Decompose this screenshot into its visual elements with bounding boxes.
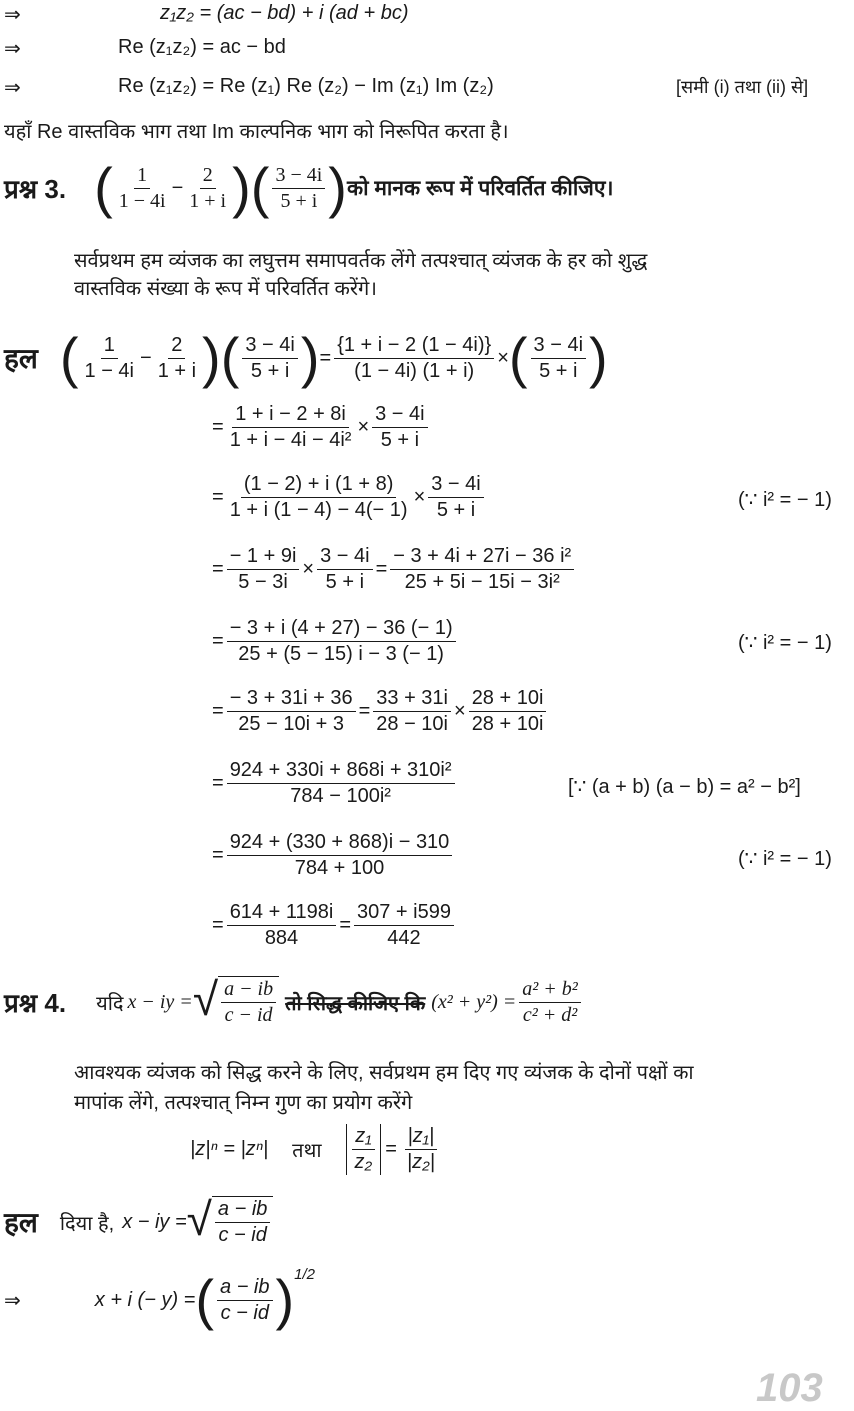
fraction: $\frac{3 - 4i}{5 + i}$ bbox=[242, 333, 297, 384]
fraction: $\frac{2}{1 + i}$ bbox=[157, 333, 197, 382]
fraction: $\frac{a - ib}{c - id}$ bbox=[221, 977, 276, 1028]
equation-reference: (∵ i² = − 1) bbox=[738, 489, 832, 511]
fraction: $\frac{- 1 + 9i}{5 - 3i}$ bbox=[227, 544, 300, 595]
fraction: $\frac{28 + 10i}{28 + 10i}$ bbox=[469, 686, 547, 737]
solution-step-6: = $\frac{- 3 + 31i + 36}{25 - 10i + 3}$ = $\frac{33 + 31i}{28 - 10i}$ × $\frac{28 + 10i}{28 + 10i}$ bbox=[212, 686, 549, 737]
fraction: $\frac{3 - 4i}{5 + i}$ bbox=[372, 402, 427, 453]
fraction: $\frac{\text{a² + b²}}{\text{c² + d²}}$ bbox=[519, 977, 581, 1028]
equation-reference: [समी (i) तथा (ii) से] bbox=[676, 77, 809, 97]
solution-4-step-1: हल दिया है, x − iy = √ $\frac{a - ib}{c - id}$ bbox=[4, 1196, 273, 1248]
solution-4-step-2: ⇒ x + i (− y) = ( $\frac{a - ib}{c - id}$ ) 1/2 bbox=[4, 1266, 316, 1331]
note-text: यहाँ Re वास्तविक भाग तथा Im काल्पनिक भाग को निरूपित करता है। bbox=[4, 121, 509, 143]
equation-product: z₁z₂ = (ac − bd) + i (ad + bc) bbox=[160, 2, 409, 24]
fraction: $\frac{\text{− 3 + 4i + 27i − 36 i²}}{\text{25 + 5i − 15i − 3i²}}$ bbox=[390, 544, 574, 595]
fraction: $\frac{3 - 4i}{5 + i}$ bbox=[531, 333, 586, 384]
question-text: को मानक रूप में परिवर्तित कीजिए। bbox=[346, 177, 614, 200]
fraction: $\frac{a - ib}{c - id}$ bbox=[215, 1197, 270, 1248]
modulus-property: |z|ⁿ = |zⁿ| तथा $\frac{\text{z₁}}{\text{z₂}}$ = $\frac{\text{|z₁|}}{\text{|z₂|}}$ bbox=[190, 1124, 441, 1175]
square-root: √ $\frac{a - ib}{c - id}$ bbox=[187, 1196, 274, 1248]
equation-reference: (∵ i² = − 1) bbox=[738, 848, 832, 870]
fraction: $\frac{3 - 4i}{5 + i}$ bbox=[317, 544, 372, 595]
fraction: $\frac{a - ib}{c - id}$ bbox=[217, 1275, 272, 1326]
solution-step-2: = $\frac{1 + i - 2 + 8i}{\text{1 + i − 4i − 4i²}}$ × $\frac{3 - 4i}{5 + i}$ bbox=[212, 402, 431, 453]
fraction: $\frac{307 + i599}{442}$ bbox=[354, 900, 454, 951]
solution-step-4: = $\frac{- 1 + 9i}{5 - 3i}$ × $\frac{3 - 4i}{5 + i}$ = $\frac{\text{− 3 + 4i + 27i − 36 i²}}{\text{25 + 5i − 15i − 3i²}}$ bbox=[212, 544, 577, 595]
question-text: तो सिद्ध कीजिए कि bbox=[285, 992, 426, 1015]
fraction: $\frac{3 - 4i}{5 + i}$ bbox=[428, 472, 483, 523]
fraction: $\frac{3 - 4i}{5 + i}$ bbox=[272, 163, 325, 214]
fraction: $\frac{\text{|z₁|}}{\text{|z₂|}}$ bbox=[404, 1124, 438, 1175]
fraction: $\frac{1}{1 - 4i}$ bbox=[84, 333, 134, 382]
implies-symbol: ⇒ bbox=[4, 1289, 21, 1312]
fraction: $\frac{1}{1 - 4i}$ bbox=[118, 163, 166, 212]
solution-label: हल bbox=[4, 1207, 38, 1238]
hint-text: मापांक लेंगे, तत्पश्चात् निम्न गुण का प्रयोग करेंगे bbox=[74, 1092, 413, 1114]
implies-symbol: ⇒ bbox=[4, 4, 21, 26]
fraction: $\frac{2}{1 + i}$ bbox=[189, 163, 227, 212]
equation-reference: (∵ i² = − 1) bbox=[738, 632, 832, 654]
implies-symbol: ⇒ bbox=[4, 77, 21, 99]
solution-label: हल bbox=[4, 343, 38, 374]
fraction: $\frac{33 + 31i}{28 - 10i}$ bbox=[373, 686, 451, 737]
question-4: प्रश्न 4. यदि x − iy = √ $\frac{a - ib}{c - id}$ तो सिद्ध कीजिए कि (x² + y²) = $\frac{\text{a² + b²}}{\text{c² + d²}}$ bbox=[4, 976, 584, 1028]
page-number: 103 bbox=[756, 1366, 823, 1410]
fraction: $\frac{\text{924 + 330i + 868i + 310i²}}{\text{784 − 100i²}}$ bbox=[227, 758, 455, 809]
fraction: $\frac{- 3 + i (4 + 27) - 36 (- 1)}{25 + (5 - 15) i - 3 (- 1)}$ bbox=[227, 616, 456, 667]
modulus bbox=[346, 1124, 382, 1175]
implies-symbol: ⇒ bbox=[4, 38, 21, 60]
solution-step-8: = $\frac{924 + (330 + 868)i - 310}{784 + 100}$ bbox=[212, 830, 455, 881]
hint-text: आवश्यक व्यंजक को सिद्ध करने के लिए, सर्वप्रथम हम दिए गए व्यंजक के दोनों पक्षों का bbox=[74, 1062, 694, 1084]
fraction: $\frac{\text{z₁}}{\text{z₂}}$ bbox=[352, 1124, 376, 1175]
solution-step-3: = $\frac{(1 - 2) + i (1 + 8)}{1 + i (1 - 4) - 4(- 1)}$ × $\frac{3 - 4i}{5 + i}$ bbox=[212, 472, 487, 523]
hint-text: वास्तविक संख्या के रूप में परिवर्तित करेंगे। bbox=[74, 278, 377, 300]
fraction: $\frac{(1 - 2) + i (1 + 8)}{1 + i (1 - 4) - 4(- 1)}$ bbox=[229, 473, 408, 521]
question-label: प्रश्न 4. bbox=[4, 988, 67, 1018]
square-root: √ $\frac{a - ib}{c - id}$ bbox=[193, 976, 279, 1028]
equation-real-part: Re (z₁z₂) = ac − bd bbox=[118, 36, 286, 58]
solution-step-9: = $\frac{614 + 1198i}{884}$ = $\frac{307 + i599}{442}$ bbox=[212, 900, 457, 951]
solution-step-7: = $\frac{\text{924 + 330i + 868i + 310i²}}{\text{784 − 100i²}}$ bbox=[212, 758, 458, 809]
hint-text: सर्वप्रथम हम व्यंजक का लघुत्तम समापवर्तक लेंगे तत्पश्चात् व्यंजक के हर को शुद्ध bbox=[74, 250, 648, 272]
fraction: $\frac{\{1 + i - 2 (1 - 4i)\}}{(1 - 4i) (1 + i)}$ bbox=[334, 333, 494, 384]
fraction: $\frac{- 3 + 31i + 36}{25 - 10i + 3}$ bbox=[227, 686, 356, 737]
fraction: $\frac{1 + i - 2 + 8i}{\text{1 + i − 4i − 4i²}}$ bbox=[229, 403, 352, 451]
exponent: 1/2 bbox=[294, 1266, 316, 1283]
equation-real-part-expanded: Re (z₁z₂) = Re (z₁) Re (z₂) − Im (z₁) Im (z₂) bbox=[118, 75, 494, 97]
question-3: प्रश्न 3. ( $\frac{1}{1 - 4i}$ − $\frac{2}{1 + i}$ ) ( $\frac{3 - 4i}{5 + i}$ ) को मानक रूप में परिवर्तित कीजिए। bbox=[4, 156, 614, 219]
question-label: प्रश्न 3. bbox=[4, 174, 67, 204]
fraction: $\frac{614 + 1198i}{884}$ bbox=[227, 900, 337, 951]
solution-step-5: = $\frac{- 3 + i (4 + 27) - 36 (- 1)}{25 + (5 - 15) i - 3 (- 1)}$ bbox=[212, 616, 459, 667]
equation-reference: [∵ (a + b) (a − b) = a² − b²] bbox=[568, 776, 801, 798]
solution-step-1: हल ( $\frac{1}{1 - 4i}$ − $\frac{2}{1 + i}$ ) ( $\frac{3 - 4i}{5 + i}$ ) = $\frac{\{1 + i - 2 (1 - 4i)\}}{(1 - 4i) (1 + i)}$ × ( $\frac{3 - 4i}{5 + i}$ ) bbox=[4, 326, 608, 389]
fraction: $\frac{924 + (330 + 868)i - 310}{784 + 100}$ bbox=[227, 830, 453, 881]
